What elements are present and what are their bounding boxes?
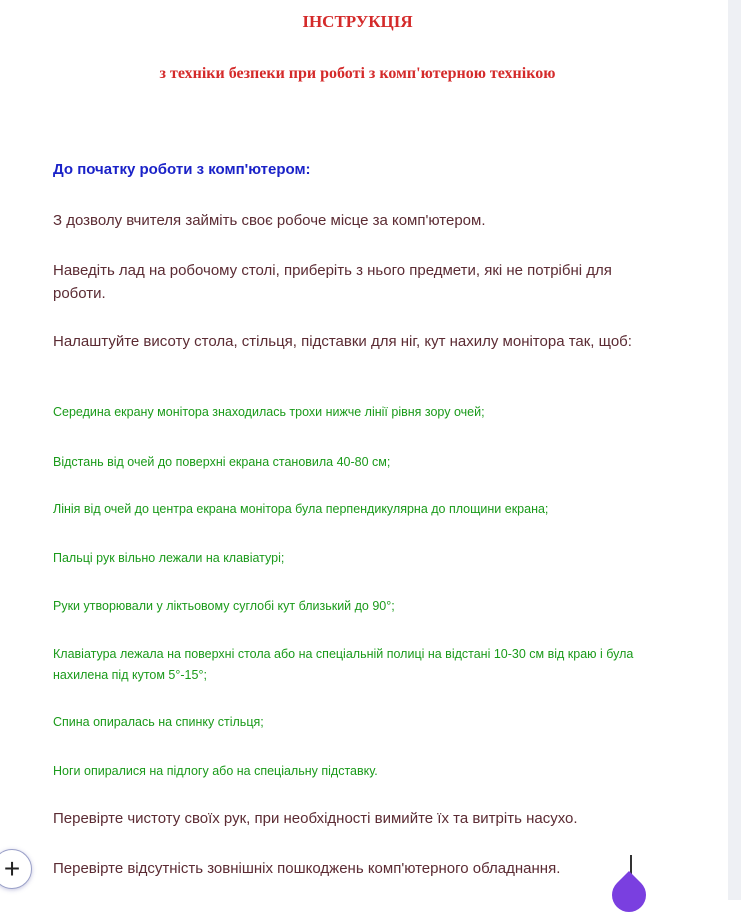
document-title: ІНСТРУКЦІЯ [302, 12, 413, 31]
list-item: Середина екрану монітора знаходилась трохи нижче лінії рівня зору очей; [53, 405, 485, 419]
paragraph: З дозволу вчителя займіть своє робоче місце за комп'ютером. [53, 212, 486, 229]
list-item: Клавіатура лежала на поверхні стола або на спеціальній полиці на відстані 10-30 см від краю і була нахилена під кутом 5°-15°; [53, 647, 634, 682]
paragraph: Наведіть лад на робочому столі, приберіть з нього предмети, які не потрібні для роботи. [53, 262, 612, 302]
list-item: Спина опиралась на спинку стільця; [53, 715, 264, 729]
list-item: Руки утворювали у ліктьовому суглобі кут близький до 90°; [53, 599, 395, 613]
document-subtitle: з техніки безпеки при роботі з комп'ютерною технікою [159, 65, 556, 82]
list-item: Відстань від очей до поверхні екрана становила 40-80 см; [53, 455, 391, 469]
scrollbar-track[interactable] [728, 0, 741, 900]
list-item: Пальці рук вільно лежали на клавіатурі; [53, 551, 285, 565]
section-heading: До початку роботи з комп'ютером: [53, 161, 311, 178]
paragraph[interactable]: Перевірте відсутність зовнішніх пошкоджень комп'ютерного обладнання. [53, 860, 561, 877]
plus-icon: + [3, 853, 21, 884]
list-item: Лінія від очей до центра екрана монітора була перпендикулярна до площини екрана; [53, 502, 549, 516]
list-item: Ноги опиралися на підлогу або на спеціальну підставку. [53, 764, 378, 778]
paragraph: Налаштуйте висоту стола, стільця, підставки для ніг, кут нахилу монітора так, щоб: [53, 333, 632, 350]
add-block-button[interactable] [0, 849, 32, 889]
paragraph: Перевірте чистоту своїх рук, при необхідності вимийте їх та витріть насухо. [53, 810, 578, 827]
